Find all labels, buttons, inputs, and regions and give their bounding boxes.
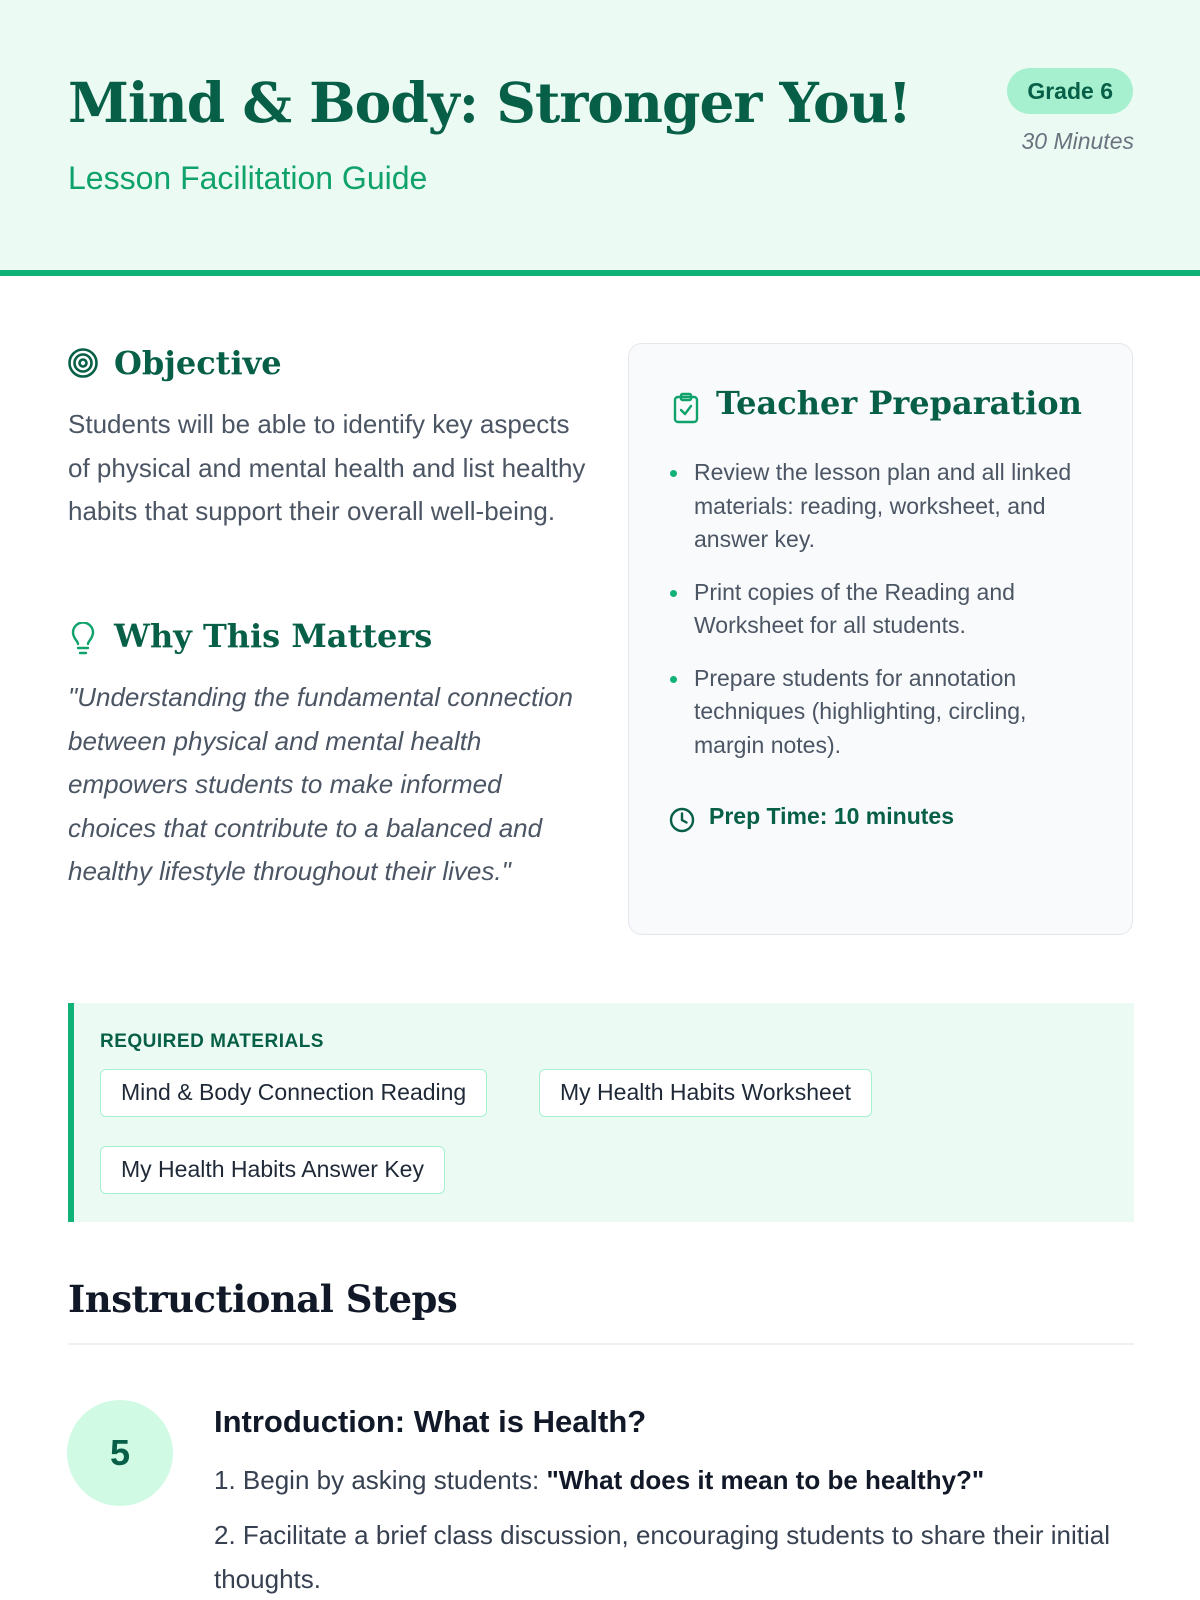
step-instruction-text: 1. Begin by asking students: bbox=[214, 1465, 547, 1495]
objective-heading: Objective bbox=[114, 344, 282, 382]
required-materials-label: REQUIRED MATERIALS bbox=[100, 1031, 324, 1052]
clipboard-check-icon bbox=[672, 392, 700, 424]
step-instruction: 2. Facilitate a brief class discussion, encouraging students to share their initial thoughts. bbox=[214, 1520, 1111, 1594]
step-question: "What does it mean to be healthy?" bbox=[546, 1465, 985, 1495]
material-chip[interactable]: My Health Habits Answer Key bbox=[100, 1146, 445, 1194]
material-chip[interactable]: My Health Habits Worksheet bbox=[539, 1069, 872, 1117]
step-title: Introduction: What is Health? bbox=[214, 1404, 647, 1439]
material-chip[interactable]: Mind & Body Connection Reading bbox=[100, 1069, 487, 1117]
step-number-badge: 5 bbox=[67, 1400, 173, 1506]
lesson-title: Mind & Body: Stronger You! bbox=[68, 70, 911, 135]
lightbulb-icon bbox=[70, 622, 96, 656]
teacher-preparation-heading: Teacher Preparation bbox=[716, 384, 1082, 422]
section-divider bbox=[68, 1343, 1134, 1345]
preparation-item-text: Review the lesson plan and all linked materials: reading, worksheet, and answer key. bbox=[694, 459, 1072, 552]
clock-icon bbox=[669, 807, 695, 833]
preparation-item-text: Print copies of the Reading and Worksheet for all students. bbox=[694, 578, 1015, 638]
preparation-list bbox=[670, 456, 1090, 781]
list-item bbox=[670, 662, 1090, 763]
grade-badge: Grade 6 bbox=[1007, 68, 1133, 114]
instructional-steps-heading: Instructional Steps bbox=[68, 1277, 458, 1321]
objective-text: Students will be able to identify key aspects of physical and mental health and list healthy habits that support their overall well-being. bbox=[68, 409, 586, 526]
lesson-subtitle: Lesson Facilitation Guide bbox=[68, 160, 428, 196]
bullet-dot bbox=[670, 676, 677, 683]
list-item bbox=[670, 576, 1090, 643]
lesson-duration: 30 Minutes bbox=[1021, 128, 1134, 154]
target-icon bbox=[67, 347, 99, 379]
step-instruction bbox=[214, 1459, 1134, 1503]
bullet-dot bbox=[670, 590, 677, 597]
list-item bbox=[670, 456, 1090, 557]
why-quote: "Understanding the fundamental connection between physical and mental health empowers students to make informed choices that contribute to a balanced and healthy lifestyle throughout their lives." bbox=[68, 682, 574, 886]
why-heading: Why This Matters bbox=[114, 617, 433, 655]
prep-time: Prep Time: 10 minutes bbox=[709, 803, 954, 829]
lesson-header bbox=[0, 0, 1200, 276]
bullet-dot bbox=[670, 470, 677, 477]
preparation-item-text: Prepare students for annotation techniques (highlighting, circling, margin notes). bbox=[694, 664, 1027, 758]
